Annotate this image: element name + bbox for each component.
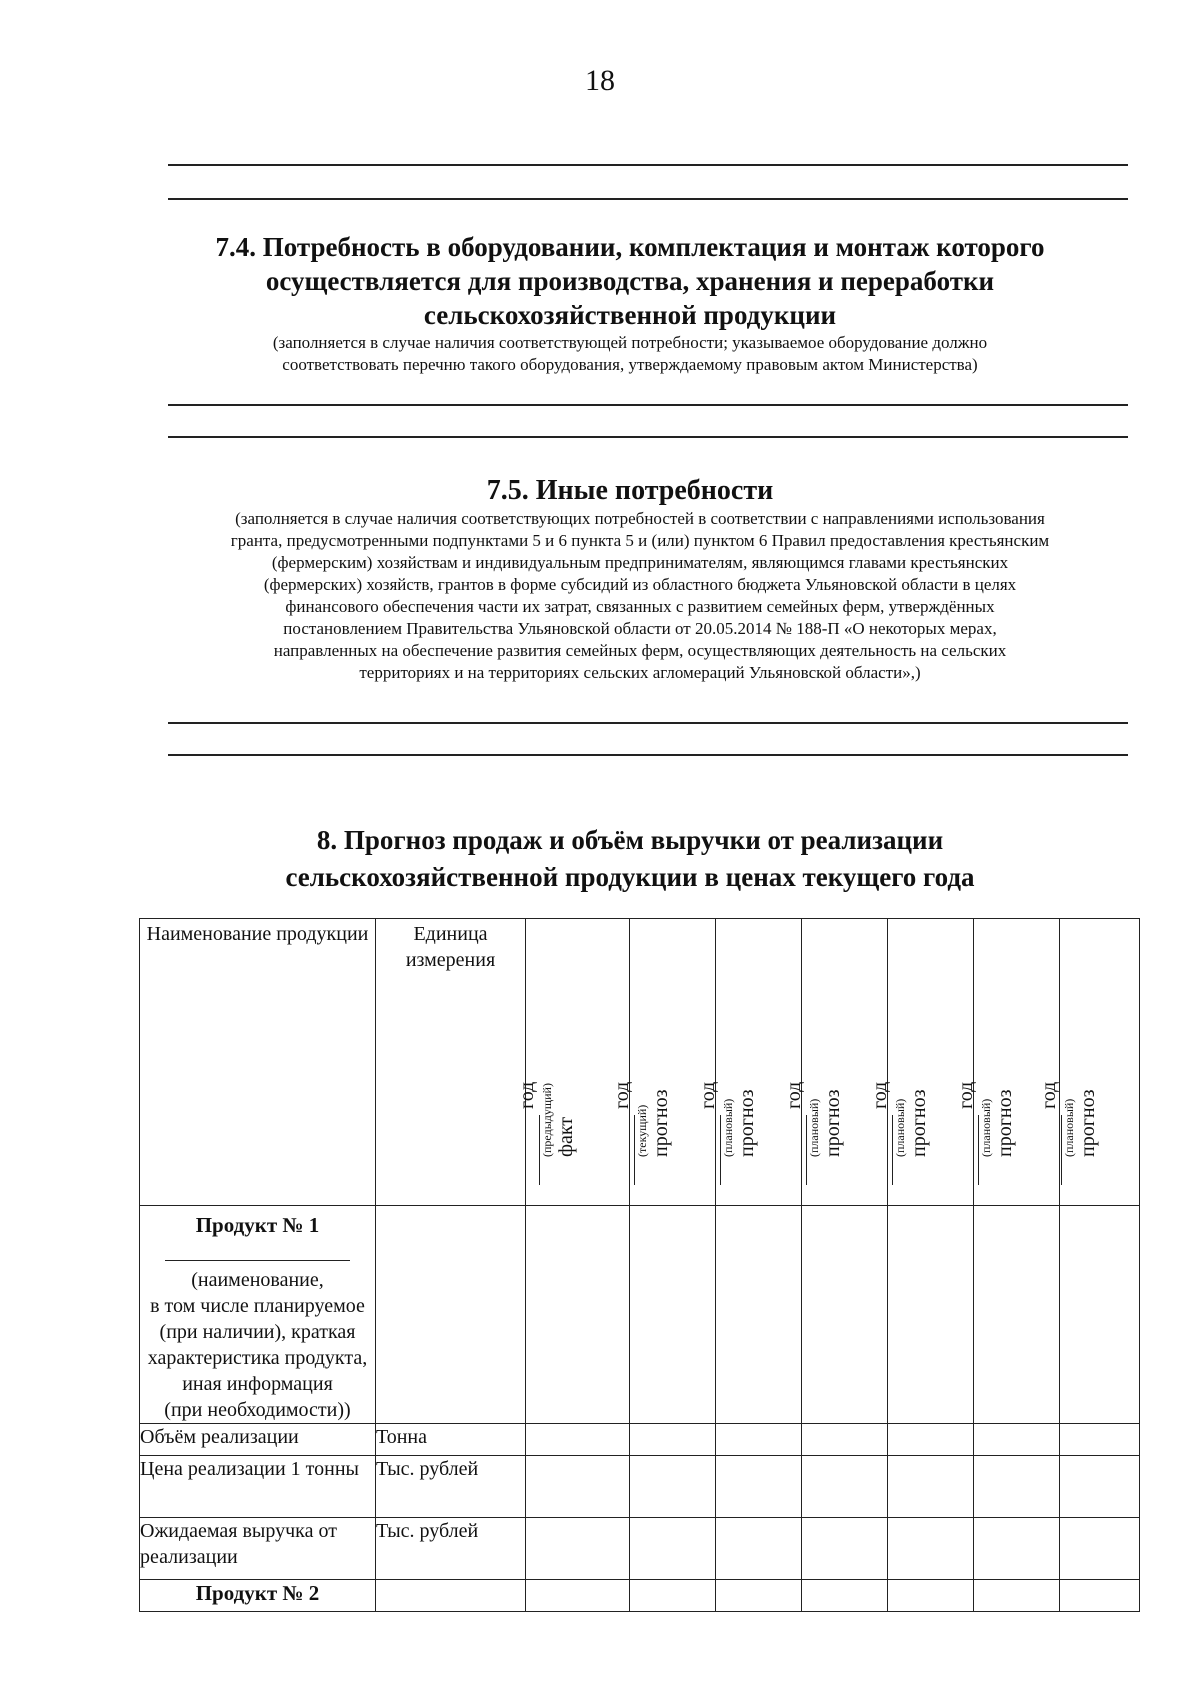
- fill-line: [168, 198, 1128, 200]
- table-header-row: [140, 919, 1140, 1206]
- sales-forecast-table: [139, 918, 1140, 1612]
- section-7-4-note: (заполняется в случае наличия соответствующей потребности; указываемое оборудование должно соответствовать перечню такого оборудования, утверждаемому правовым актом Министерства): [272, 333, 988, 374]
- product-name-blank: [165, 1260, 350, 1261]
- header-period-6: год (плановый) прогноз: [974, 919, 1060, 1206]
- fill-line: [168, 404, 1128, 406]
- header-unit-cell: Единица измерения: [376, 919, 526, 1206]
- header-period-1: год (предыдущий) факт: [526, 919, 630, 1206]
- header-period-4: год (плановый) прогноз: [802, 919, 888, 1206]
- product-1-cell: Продукт № 1 (наименование, в том числе планируемое (при наличии), краткая характеристика продукта, иная информация (при необходимости)): [140, 1206, 376, 1424]
- header-period-5: год (плановый) прогноз: [888, 919, 974, 1206]
- header-period-3: год (плановый) прогноз: [716, 919, 802, 1206]
- fill-line: [168, 436, 1128, 438]
- header-period-2: год (текущий) прогноз: [630, 919, 716, 1206]
- section-7-5-note: (заполняется в случае наличия соответствующих потребностей в соответствии с направлениями использования гранта, предусмотренными подпунктами 5 и 6 пункта 5 и (или) пунктом 6 Правил предоставления крестьянским (фермерским) хозяйствам и индивидуальным предпринимателям, являющимся главами крестьянских (фермерских) хозяйств, грантов в форме субсидий из областного бюджета Ульяновской области в целях финансового обеспечения части их затрат, связанных с развитием семейных ферм, утверждённых постановлением Правительства Ульяновской области от 20.05.2014 № 188-П «О некоторых мерах, направленных на обеспечение развития семейных ферм, осуществляющих деятельность на сельских территориях и на территориях сельских агломераций Ульяновской области»,): [230, 509, 1050, 682]
- table-row: Объём реализации Тонна: [140, 1424, 1140, 1456]
- header-name-cell: Наименование продукции: [140, 919, 376, 1206]
- fill-line: [168, 754, 1128, 756]
- fill-line: [168, 164, 1128, 166]
- table-row: Цена реализации 1 тонны Тыс. рублей: [140, 1456, 1140, 1518]
- section-8-title: 8. Прогноз продаж и объём выручки от реализации сельскохозяйственной продукции в ценах текущего года: [285, 825, 975, 892]
- page-number: 18: [585, 64, 615, 97]
- header-period-7: год (плановый) прогноз: [1060, 919, 1140, 1206]
- table-row: Ожидаемая выручка от реализации Тыс. рублей: [140, 1518, 1140, 1580]
- product-2-row: Продукт № 2: [140, 1580, 1140, 1612]
- product-1-row: [140, 1206, 1140, 1424]
- section-7-5-title: 7.5. Иные потребности: [486, 475, 774, 506]
- fill-line: [168, 722, 1128, 724]
- section-7-4-title: 7.4. Потребность в оборудовании, комплектация и монтаж которого осуществляется для производства, хранения и переработки сельскохозяйственной продукции: [215, 232, 1045, 330]
